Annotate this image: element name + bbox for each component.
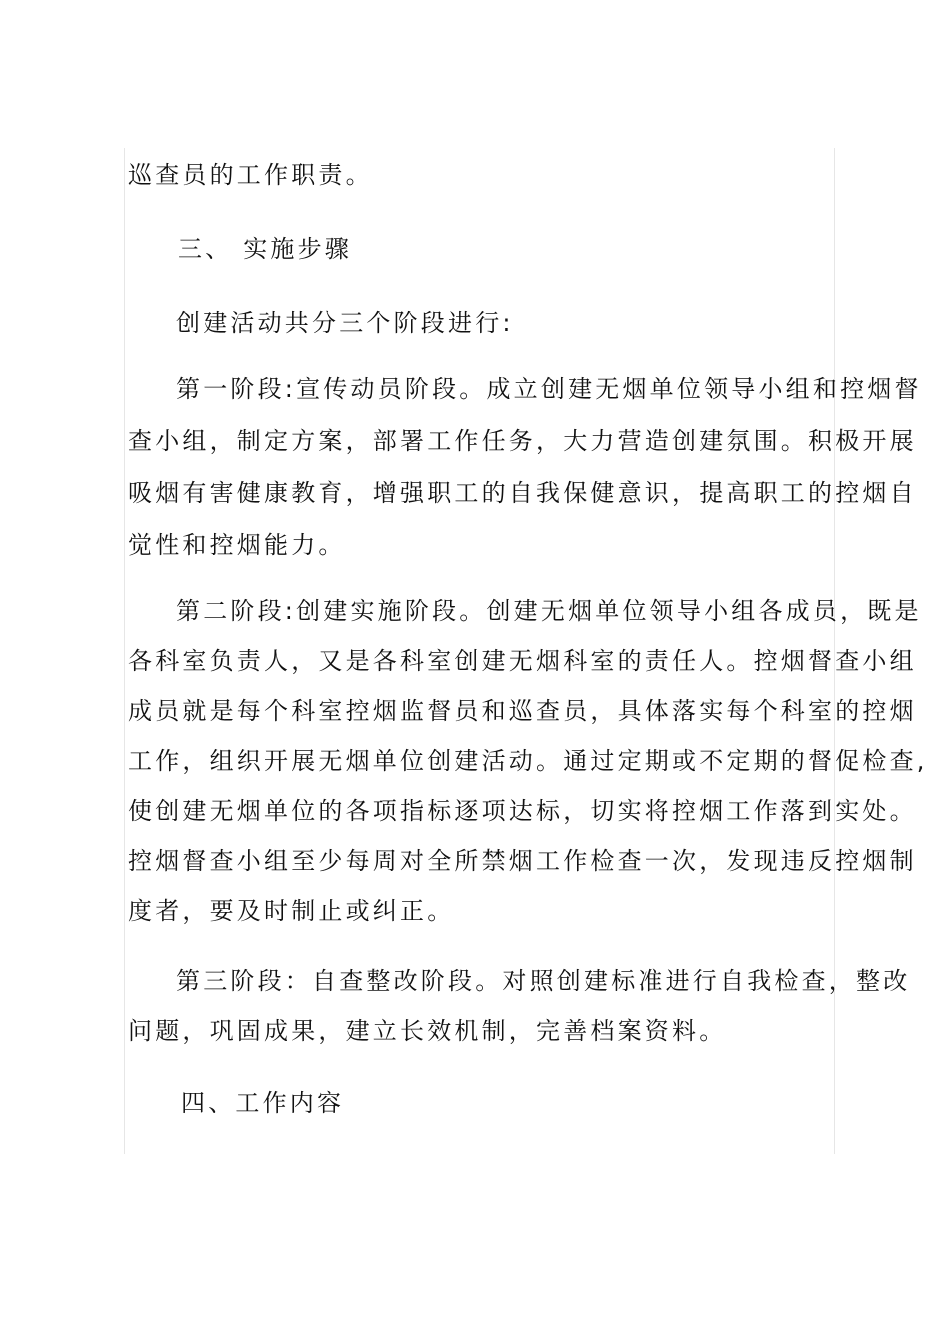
section-heading-4: 四、工作内容	[181, 1089, 345, 1117]
section-heading-3: 三、 实施步骤	[178, 235, 353, 263]
paragraph-stage-2-line: 控烟督查小组至少每周对全所禁烟工作检查一次，发现违反控烟制	[128, 847, 917, 875]
paragraph-stage-1-line: 第一阶段:宣传动员阶段。成立创建无烟单位领导小组和控烟督	[176, 375, 922, 403]
paragraph-stage-2-line: 使创建无烟单位的各项指标逐项达标，切实将控烟工作落到实处。	[128, 797, 917, 825]
paragraph-stage-3-line: 第三阶段：自查整改阶段。对照创建标准进行自我检查，整改	[176, 967, 911, 995]
body-line: 创建活动共分三个阶段进行:	[176, 309, 514, 337]
paragraph-stage-1-line: 觉性和控烟能力。	[128, 531, 346, 559]
body-line: 巡查员的工作职责。	[128, 161, 373, 189]
paragraph-stage-2-line: 成员就是每个科室控烟监督员和巡查员，具体落实每个科室的控烟	[128, 697, 917, 725]
page-border-left	[124, 148, 125, 1154]
paragraph-stage-2-line: 度者，要及时制止或纠正。	[128, 897, 455, 925]
paragraph-stage-2-line: 工作，组织开展无烟单位创建活动。通过定期或不定期的督促检查,	[128, 747, 928, 775]
paragraph-stage-2-line: 第二阶段:创建实施阶段。创建无烟单位领导小组各成员，既是	[176, 597, 922, 625]
paragraph-stage-3-line: 问题，巩固成果，建立长效机制，完善档案资料。	[128, 1017, 727, 1045]
paragraph-stage-1-line: 吸烟有害健康教育，增强职工的自我保健意识，提高职工的控烟自	[128, 479, 917, 507]
paragraph-stage-1-line: 查小组，制定方案，部署工作任务，大力营造创建氛围。积极开展	[128, 427, 917, 455]
paragraph-stage-2-line: 各科室负责人，又是各科室创建无烟科室的责任人。控烟督查小组	[128, 647, 917, 675]
